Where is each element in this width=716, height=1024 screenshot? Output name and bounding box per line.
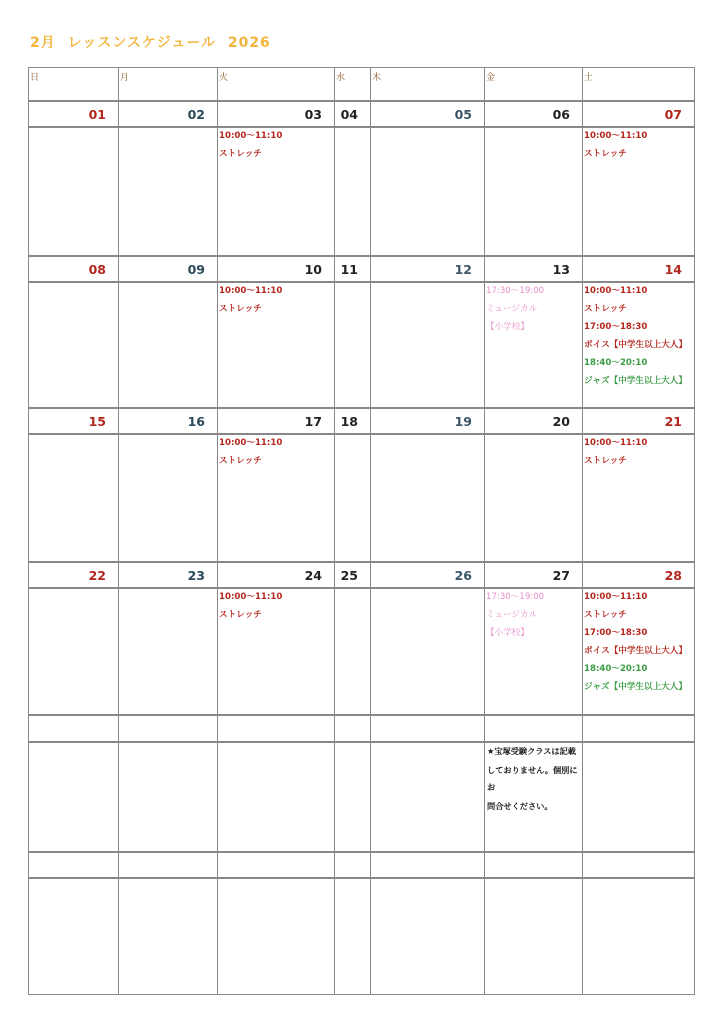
event-line: ストレッチ bbox=[584, 610, 627, 620]
weekday-header: 木 bbox=[370, 67, 485, 102]
event-line: ストレッチ bbox=[219, 610, 262, 620]
event-line: ストレッチ bbox=[584, 149, 627, 159]
event-line: 10:00～11:10 bbox=[584, 131, 648, 141]
weekday-header: 金 bbox=[484, 67, 583, 102]
note-cell bbox=[582, 741, 695, 853]
empty-cell bbox=[118, 851, 218, 879]
day-cell bbox=[484, 281, 583, 409]
note-cell bbox=[334, 741, 371, 853]
event-line: ストレッチ bbox=[219, 149, 262, 159]
empty-cell bbox=[582, 877, 695, 995]
date-number: 19 bbox=[370, 407, 485, 435]
weekday-header: 水 bbox=[334, 67, 371, 102]
date-number: 12 bbox=[370, 255, 485, 283]
date-number: 08 bbox=[28, 255, 119, 283]
empty-cell bbox=[334, 714, 371, 743]
day-cell bbox=[118, 281, 218, 409]
day-cell bbox=[334, 433, 371, 563]
note-cell bbox=[484, 741, 583, 853]
event-line: ストレッチ bbox=[584, 456, 627, 466]
empty-cell bbox=[28, 877, 119, 995]
date-number: 26 bbox=[370, 561, 485, 589]
day-cell bbox=[582, 433, 695, 563]
day-cell bbox=[484, 587, 583, 716]
date-number: 07 bbox=[582, 100, 695, 128]
date-number: 11 bbox=[334, 255, 371, 283]
day-cell bbox=[370, 281, 485, 409]
date-number: 25 bbox=[334, 561, 371, 589]
event-line: 17:00～18:30 bbox=[584, 628, 648, 638]
day-cell bbox=[484, 433, 583, 563]
event-line: 【小学校】 bbox=[486, 628, 529, 638]
event-line: ストレッチ bbox=[219, 304, 262, 314]
date-number: 16 bbox=[118, 407, 218, 435]
date-number: 28 bbox=[582, 561, 695, 589]
date-number: 04 bbox=[334, 100, 371, 128]
weekday-header: 月 bbox=[118, 67, 218, 102]
event-line: 10:00～11:10 bbox=[219, 286, 283, 296]
note-line: ★宝塚受験クラスは記載 bbox=[487, 746, 576, 756]
event-line: 18:40～20:10 bbox=[584, 664, 648, 674]
event-line: ボイス【中学生以上大人】 bbox=[584, 340, 688, 350]
page-title: 2月 レッスンスケジュール 2026 bbox=[30, 35, 271, 51]
note-cell bbox=[217, 741, 335, 853]
day-cell bbox=[217, 281, 335, 409]
date-number: 01 bbox=[28, 100, 119, 128]
day-cell bbox=[484, 126, 583, 257]
empty-cell bbox=[118, 714, 218, 743]
day-cell bbox=[582, 126, 695, 257]
empty-cell bbox=[484, 714, 583, 743]
event-line: ジャズ【中学生以上大人】 bbox=[584, 376, 687, 386]
note-cell bbox=[118, 741, 218, 853]
date-number: 17 bbox=[217, 407, 335, 435]
day-cell bbox=[370, 433, 485, 563]
note-cell bbox=[370, 741, 485, 853]
empty-cell bbox=[118, 877, 218, 995]
date-number: 03 bbox=[217, 100, 335, 128]
empty-cell bbox=[334, 877, 371, 995]
empty-cell bbox=[484, 851, 583, 879]
date-number: 20 bbox=[484, 407, 583, 435]
date-number: 21 bbox=[582, 407, 695, 435]
day-cell bbox=[582, 281, 695, 409]
day-cell bbox=[118, 433, 218, 563]
note-line: しておりません。個別にお bbox=[487, 765, 578, 792]
event-line: 10:00～11:10 bbox=[219, 592, 283, 602]
event-line: 10:00～11:10 bbox=[584, 438, 648, 448]
date-number: 14 bbox=[582, 255, 695, 283]
date-number: 24 bbox=[217, 561, 335, 589]
day-cell bbox=[334, 126, 371, 257]
empty-cell bbox=[582, 851, 695, 879]
date-number: 06 bbox=[484, 100, 583, 128]
day-cell bbox=[118, 587, 218, 716]
date-number: 13 bbox=[484, 255, 583, 283]
event-line: 17:00～18:30 bbox=[584, 322, 648, 332]
date-number: 22 bbox=[28, 561, 119, 589]
date-number: 10 bbox=[217, 255, 335, 283]
date-number: 15 bbox=[28, 407, 119, 435]
calendar-grid bbox=[28, 67, 694, 994]
empty-cell bbox=[28, 714, 119, 743]
day-cell bbox=[217, 126, 335, 257]
event-line: ボイス【中学生以上大人】 bbox=[584, 646, 688, 656]
day-cell bbox=[334, 587, 371, 716]
empty-cell bbox=[582, 714, 695, 743]
day-cell bbox=[28, 587, 119, 716]
note-cell bbox=[28, 741, 119, 853]
weekday-header: 日 bbox=[28, 67, 119, 102]
date-number: 05 bbox=[370, 100, 485, 128]
day-cell bbox=[217, 433, 335, 563]
empty-cell bbox=[334, 851, 371, 879]
day-cell bbox=[28, 281, 119, 409]
day-cell bbox=[370, 126, 485, 257]
date-number: 09 bbox=[118, 255, 218, 283]
date-number: 27 bbox=[484, 561, 583, 589]
day-cell bbox=[217, 587, 335, 716]
empty-cell bbox=[28, 851, 119, 879]
event-line: ジャズ【中学生以上大人】 bbox=[584, 682, 687, 692]
day-cell bbox=[28, 126, 119, 257]
date-number: 23 bbox=[118, 561, 218, 589]
empty-cell bbox=[217, 714, 335, 743]
weekday-header: 火 bbox=[217, 67, 335, 102]
empty-cell bbox=[217, 851, 335, 879]
event-line: 10:00～11:10 bbox=[219, 438, 283, 448]
event-line: 10:00～11:10 bbox=[584, 592, 648, 602]
event-line: 【小学校】 bbox=[486, 322, 529, 332]
weekday-header: 土 bbox=[582, 67, 695, 102]
empty-cell bbox=[484, 877, 583, 995]
event-line: ミュージカル bbox=[486, 610, 538, 620]
day-cell bbox=[370, 587, 485, 716]
note-line: 問合せください。 bbox=[487, 801, 553, 811]
event-line: 17:30～19:00 bbox=[486, 592, 545, 602]
event-line: 18:40～20:10 bbox=[584, 358, 648, 368]
event-line: ストレッチ bbox=[219, 456, 262, 466]
empty-cell bbox=[217, 877, 335, 995]
event-line: 10:00～11:10 bbox=[219, 131, 283, 141]
event-line: ストレッチ bbox=[584, 304, 627, 314]
empty-cell bbox=[370, 877, 485, 995]
date-number: 18 bbox=[334, 407, 371, 435]
day-cell bbox=[582, 587, 695, 716]
event-line: 10:00～11:10 bbox=[584, 286, 648, 296]
date-number: 02 bbox=[118, 100, 218, 128]
empty-cell bbox=[370, 851, 485, 879]
event-line: ミュージカル bbox=[486, 304, 538, 314]
empty-cell bbox=[370, 714, 485, 743]
day-cell bbox=[334, 281, 371, 409]
day-cell bbox=[28, 433, 119, 563]
day-cell bbox=[118, 126, 218, 257]
event-line: 17:30～19:00 bbox=[486, 286, 545, 296]
